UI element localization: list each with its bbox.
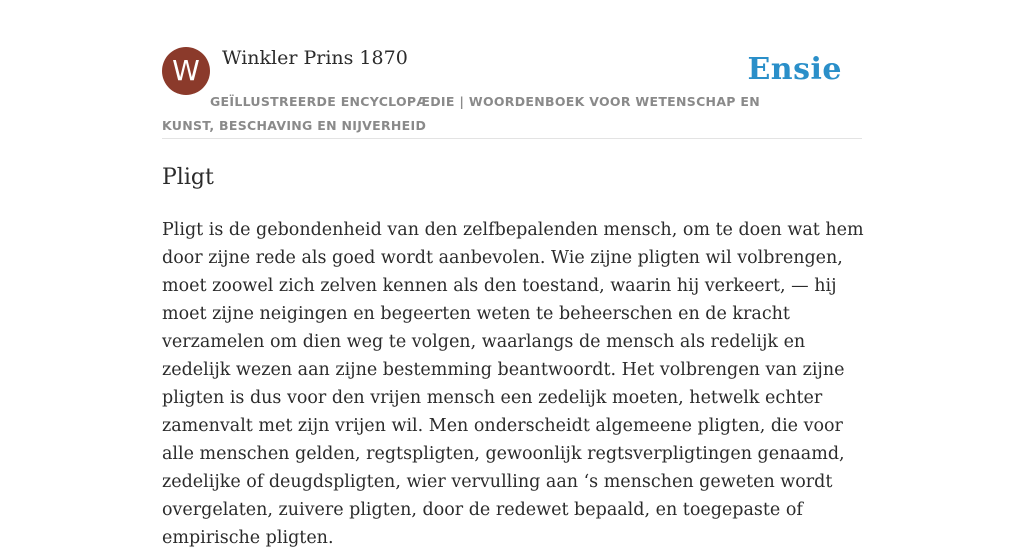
entry-body: Pligt is de gebondenheid van den zelfbepalenden mensch, om te doen wat hem door zijne rede als goed wordt aanbevolen. Wie zijne pligten wil volbrengen, moet zoowel zich zelven kennen als den toestand, waarin hij verkeert, — hij moet zijne neigingen en begeerten weten te beheerschen en de kracht verzamelen om dien weg te volgen, waarlangs de mensch als redelijk en zedelijk wezen aan zijne bestemming beantwoordt. Het volbrengen van zijne pligten is dus voor den vrijen mensch een zedelijk moeten, hetwelk echter zamenvalt met zijn vrijen wil. Men onderscheidt algemeene pligten, die voor alle menschen gelden, regtspligten, gewoonlijk regtsverpligtingen genaamd, zedelijke of deugdspligten, wier vervulling aan ‘s menschen geweten wordt overgelaten, zuivere pligten, door de redewet bepaald, en toegepaste of empirische pligten.	[162, 220, 864, 548]
source-subtitle: GEÏLLUSTREERDE ENCYCLOPÆDIE | WOORDENBOEK VOOR WETENSCHAP EN KUNST, BESCHAVING EN NIJVERHEID	[162, 94, 760, 133]
source-header	[162, 45, 862, 139]
source-title[interactable]: Winkler Prins 1870	[222, 47, 408, 69]
entry-title: Pligt	[162, 165, 214, 190]
brand-logo[interactable]: Ensie	[747, 52, 842, 87]
source-avatar[interactable]: W	[162, 47, 210, 95]
